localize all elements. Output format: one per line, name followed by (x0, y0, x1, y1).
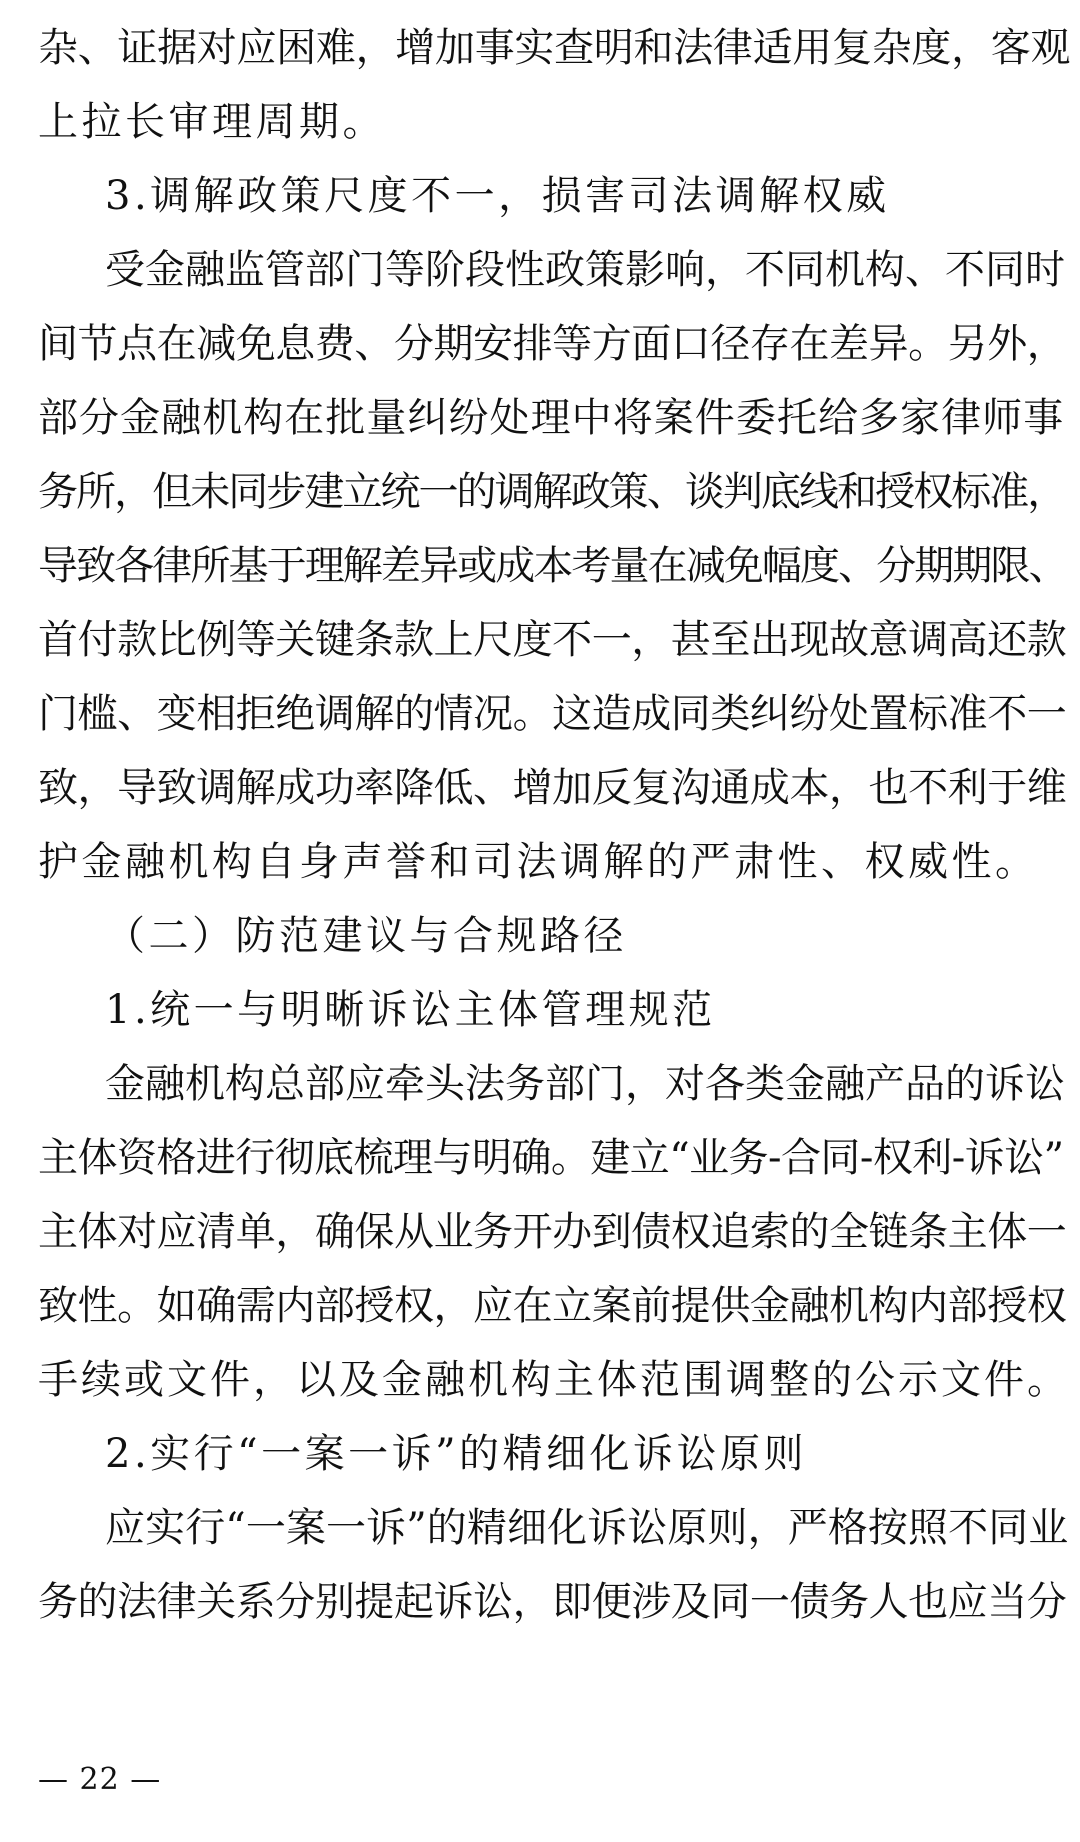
text-line (0, 232, 1080, 308)
text-line-content: 致性。如确需内部授权，应在立案前提供金融机构内部授权 (38, 1283, 1067, 1329)
text-line (0, 1564, 1080, 1640)
text-line-content: 主体对应清单，确保从业务开办到债权追索的全链条主体一 (38, 1209, 1067, 1255)
text-line-content: 部分金融机构在批量纠纷处理中将案件委托给多家律师事 (38, 395, 1065, 441)
text-line-content: 首付款比例等关键条款上尺度不一，甚至出现故意调高还款 (38, 617, 1067, 663)
text-line (0, 380, 1080, 456)
text-line (0, 84, 1080, 160)
section-heading (0, 972, 1080, 1048)
text-line (0, 1490, 1080, 1566)
section-heading-text: 2.实行“一案一诉”的精细化诉讼原则 (105, 1431, 808, 1477)
text-line (0, 1268, 1080, 1344)
text-line-content: 门槛、变相拒绝调解的情况。这造成同类纠纷处置标准不一 (38, 691, 1067, 737)
text-line-content: 上拉长审理周期。 (38, 99, 386, 145)
text-line-content: 杂、证据对应困难，增加事实查明和法律适用复杂度，客观 (38, 25, 1071, 71)
text-line (0, 10, 1080, 86)
text-line (0, 528, 1080, 604)
section-heading-text: 3.调解政策尺度不一，损害司法调解权威 (105, 173, 890, 219)
text-line-content: 致，导致调解成功率降低、增加反复沟通成本，也不利于维 (38, 765, 1067, 811)
text-line (0, 1342, 1080, 1418)
text-line (0, 1120, 1080, 1196)
text-line-content: 导致各律所基于理解差异或成本考量在减免幅度、分期期限、 (38, 543, 1067, 589)
text-line-content: 金融机构总部应牵头法务部门，对各类金融产品的诉讼 (105, 1061, 1065, 1107)
section-heading (0, 158, 1080, 234)
text-line (0, 1046, 1080, 1122)
text-line-content: 护金融机构自身声誉和司法调解的严肃性、权威性。 (38, 839, 1039, 885)
text-line-content: 务的法律关系分别提起诉讼，即便涉及同一债务人也应当分 (38, 1579, 1067, 1625)
page-number: — 22 — (38, 1762, 162, 1797)
text-line (0, 454, 1080, 530)
text-line (0, 824, 1080, 900)
text-line-content: 应实行“一案一诉”的精细化诉讼原则，严格按照不同业 (105, 1505, 1069, 1551)
section-heading (0, 898, 1080, 974)
text-line-content: 受金融监管部门等阶段性政策影响，不同机构、不同时 (105, 247, 1065, 293)
text-line (0, 602, 1080, 678)
text-line-content: 务所，但未同步建立统一的调解政策、谈判底线和授权标准， (38, 469, 1066, 515)
section-heading-text: （二）防范建议与合规路径 (105, 913, 627, 959)
text-line-content: 手续或文件，以及金融机构主体范围调整的公示文件。 (38, 1357, 1070, 1403)
text-line-content: 间节点在减免息费、分期安排等方面口径存在差异。另外， (38, 321, 1067, 367)
text-line (0, 306, 1080, 382)
text-line (0, 1194, 1080, 1270)
section-heading-text: 1.统一与明晰诉讼主体管理规范 (105, 987, 716, 1033)
text-line-content: 主体资格进行彻底梳理与明确。建立“业务-合同-权利-诉讼” (38, 1135, 1064, 1181)
section-heading (0, 1416, 1080, 1492)
text-line (0, 676, 1080, 752)
text-line (0, 750, 1080, 826)
